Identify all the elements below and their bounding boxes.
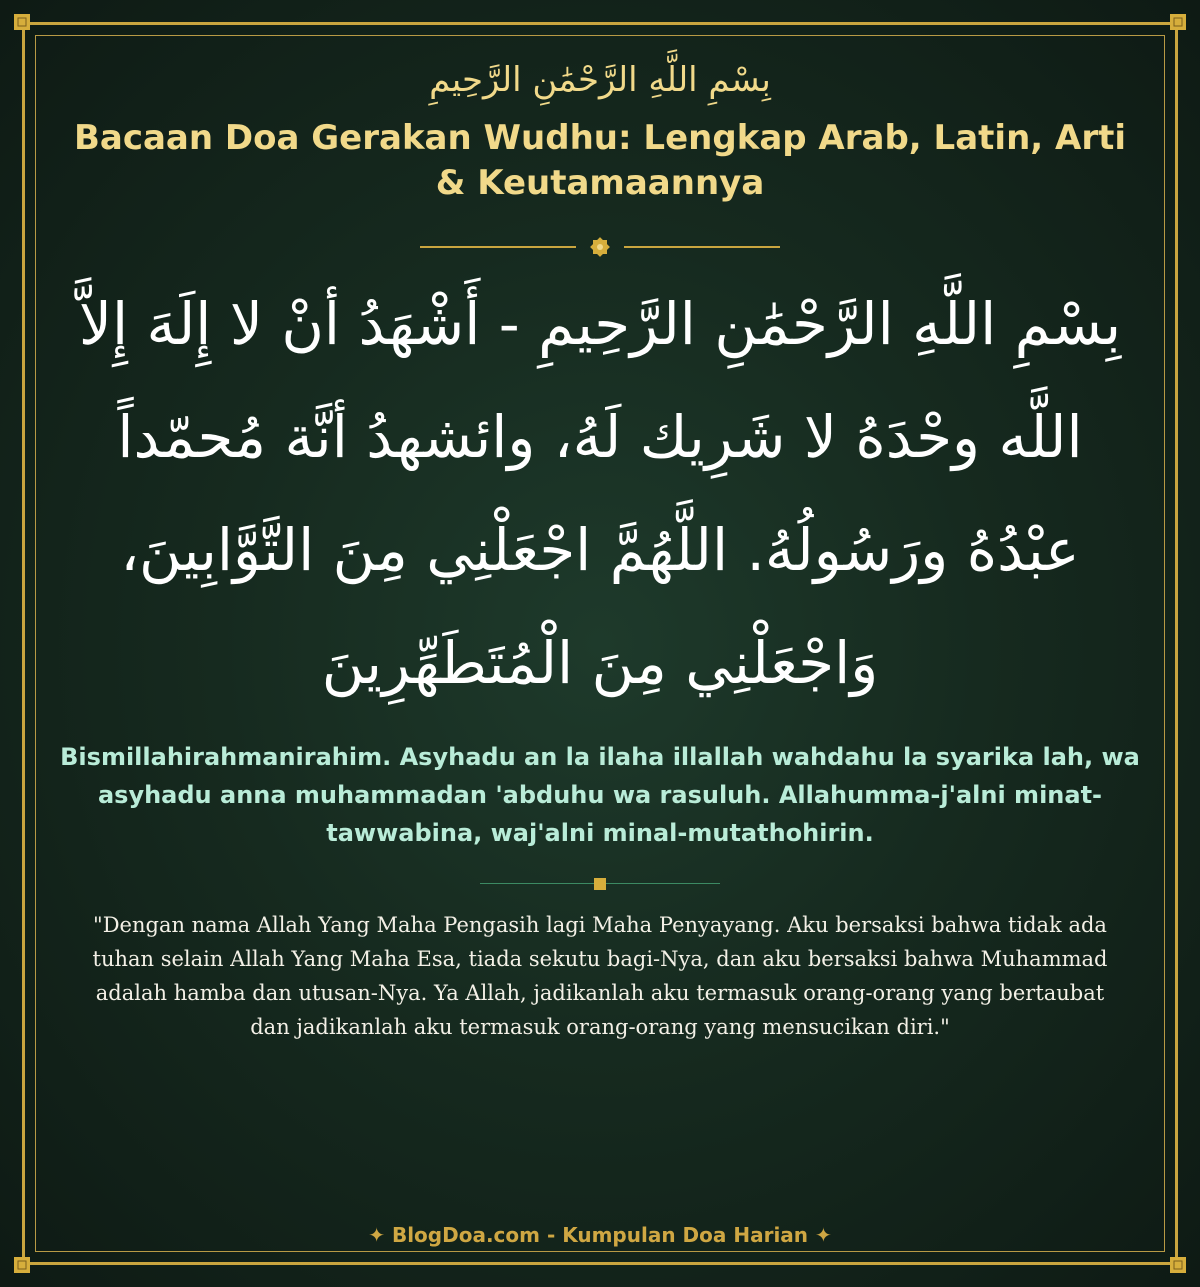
title-divider: [420, 234, 780, 260]
corner-ornament-icon: [13, 1256, 31, 1274]
page-title: Bacaan Doa Gerakan Wudhu: Lengkap Arab, Latin, Arti & Keutamaannya: [73, 118, 1127, 203]
arabic-prayer-text: بِسْمِ اللَّهِ الرَّحْمَٰنِ الرَّحِيمِ - أَشْهَدُ أنْ لا إِلَهَ إِلاَّ اللَّه وحْدَهُ لا شَرِيك لَهُ، وائشهدُ أنَّة مُحمّداً عبْدُهُ ورَسُولُهُ. اللَّهُمَّ اجْعَلْنِي مِنَ التَّوَّابِينَ، وَاجْعَلْنِي مِنَ الْمُتَطَهِّرِينَ: [78, 290, 1122, 697]
basmala-heading: بِسْمِ اللَّهِ الرَّحْمَٰنِ الرَّحِيمِ: [429, 60, 771, 100]
diamond-icon: [594, 878, 606, 890]
footer-credit: ✦ BlogDoa.com - Kumpulan Doa Harian ✦: [368, 1223, 832, 1247]
latin-transliteration: Bismillahirahmanirahim. Asyhadu an la ilaha illallah wahdahu la syarika lah, wa asyhadu anna muhammadan 'abduhu wa rasuluh. Allahumma-j'alni minat-tawwabina, waj'alni minal-mutathohirin.: [60, 743, 1140, 847]
divider-line-left: [420, 246, 576, 248]
main-content: [60, 50, 1140, 1044]
star-flower-icon: [587, 234, 613, 260]
section-divider: [480, 876, 720, 892]
corner-ornament-icon: [13, 13, 31, 31]
divider-line-right: [624, 246, 780, 248]
indonesian-translation: "Dengan nama Allah Yang Maha Pengasih lagi Maha Penyayang. Aku bersaksi bahwa tidak ada tuhan selain Allah Yang Maha Esa, tiada sekutu bagi-Nya, dan aku bersaksi bahwa Muhammad adalah hamba dan utusan-Nya. Ya Allah, jadikanlah aku termasuk orang-orang yang bertaubat dan jadikanlah aku termasuk orang-orang yang mensucikan diri.": [92, 913, 1108, 1039]
corner-ornament-icon: [1169, 1256, 1187, 1274]
corner-ornament-icon: [1169, 13, 1187, 31]
